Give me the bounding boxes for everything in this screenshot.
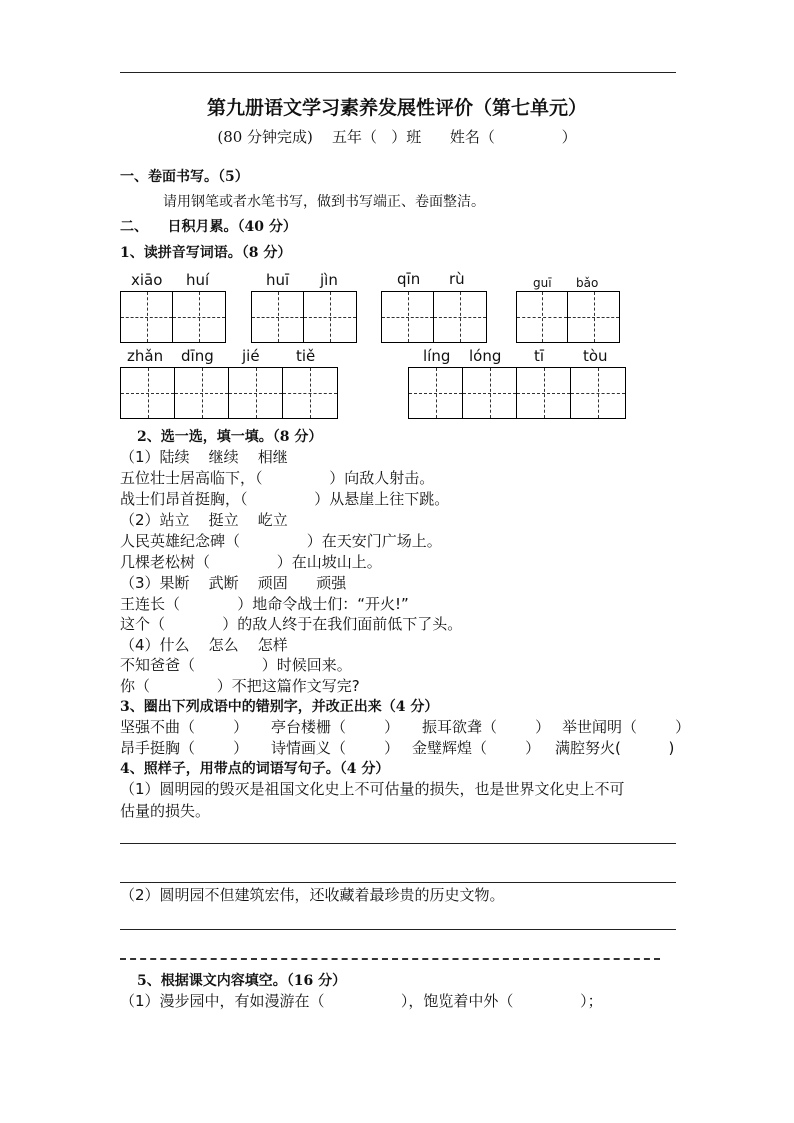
q2-line: （3）果断 武断 顽固 顽强 <box>120 574 347 592</box>
q3-item: 昂手挺胸（ ） <box>120 739 249 757</box>
q3-item: 金璧辉煌（ ） <box>412 739 541 757</box>
dashed-divider <box>120 958 660 960</box>
writing-cell[interactable] <box>571 368 625 418</box>
q2-heading: 2、选一选，填一填。（8 分） <box>137 429 323 445</box>
q3-item: 坚强不曲（ ） <box>120 718 249 736</box>
q4-example: （1）圆明园的毁灭是祖国文化史上不可估量的损失，也是世界文化史上不可 <box>120 780 625 798</box>
q3-item: 亭台楼栅（ ） <box>271 718 400 736</box>
pinyin: dīng <box>181 347 214 365</box>
top-rule <box>120 72 676 73</box>
q2-line: 人民英雄纪念碑（ ）在天安门广场上。 <box>120 532 442 550</box>
pinyin: jìn <box>320 271 338 289</box>
pinyin: xiāo <box>131 271 163 289</box>
q1-heading: 1、读拼音写词语。（8 分） <box>120 245 292 261</box>
q3-item: 满腔努火( ) <box>555 739 675 757</box>
q2-line: 你（ ）不把这篇作文写完? <box>120 677 360 695</box>
writing-cell[interactable] <box>409 368 463 418</box>
writing-cell[interactable] <box>283 368 337 418</box>
pinyin: lóng <box>469 347 502 365</box>
writing-cell[interactable] <box>175 368 229 418</box>
q3-item: 诗情画义（ ） <box>271 739 400 757</box>
q3-heading: 3、圈出下列成语中的错别字，并改正出来（4 分） <box>120 699 439 715</box>
writing-grid[interactable] <box>120 291 226 343</box>
q2-line: 不知爸爸（ ）时候回来。 <box>120 656 352 674</box>
writing-cell[interactable] <box>252 292 304 342</box>
q2-line: 几棵老松树（ ）在山坡山上。 <box>120 553 382 571</box>
q5-heading: 5、根据课文内容填空。（16 分） <box>137 973 347 989</box>
page-subtitle: (80 分钟完成) 五年（ ）班 姓名（ ） <box>217 128 577 146</box>
writing-cell[interactable] <box>517 368 571 418</box>
writing-cell[interactable] <box>304 292 356 342</box>
writing-grid[interactable] <box>408 367 626 419</box>
answer-line[interactable] <box>120 929 676 930</box>
pinyin: bǎo <box>576 276 599 290</box>
pinyin: qīn <box>397 270 421 288</box>
q2-line: （1）陆续 继续 相继 <box>120 448 288 466</box>
q3-item: 振耳欲聋（ ） <box>422 718 551 736</box>
writing-grid[interactable] <box>516 291 620 343</box>
section1-heading: 一、卷面书写。（5） <box>120 169 249 185</box>
q4-heading: 4、照样子，用带点的词语写句子。（4 分） <box>120 761 390 777</box>
page-title: 第九册语文学习素养发展性评价（第七单元） <box>206 97 587 119</box>
answer-line[interactable] <box>120 843 676 844</box>
q2-line: （4）什么 怎么 怎样 <box>120 636 288 654</box>
q4-example: 估量的损失。 <box>120 802 211 820</box>
q3-item: 举世闻明（ ） <box>562 718 691 736</box>
pinyin: huí <box>186 271 210 289</box>
writing-cell[interactable] <box>121 368 175 418</box>
answer-line[interactable] <box>120 882 676 883</box>
pinyin: tī <box>534 347 545 365</box>
pinyin: tiě <box>296 347 316 365</box>
section2-heading: 二、 日积月累。（40 分） <box>120 219 297 235</box>
q5-line: （1）漫步园中，有如漫游在（ ），饱览着中外（ ）； <box>120 992 603 1010</box>
pinyin: rù <box>449 270 465 288</box>
q2-line: 这个（ ）的敌人终于在我们面前低下了头。 <box>120 615 463 633</box>
writing-cell[interactable] <box>517 292 568 342</box>
writing-cell[interactable] <box>568 292 619 342</box>
writing-grid[interactable] <box>120 367 338 419</box>
q4-example: （2）圆明园不但建筑宏伟，还收藏着最珍贵的历史文物。 <box>120 886 505 904</box>
section1-instruction: 请用钢笔或者水笔书写，做到书写端正、卷面整洁。 <box>163 194 485 210</box>
writing-cell[interactable] <box>173 292 225 342</box>
writing-grid[interactable] <box>381 291 487 343</box>
pinyin: huī <box>266 271 290 289</box>
writing-cell[interactable] <box>463 368 517 418</box>
q2-line: 王连长（ ）地命令战士们：“开火!” <box>120 595 409 613</box>
q2-line: 战士们昂首挺胸，（ ）从悬崖上往下跳。 <box>120 490 450 508</box>
q2-line: （2）站立 挺立 屹立 <box>120 511 288 529</box>
writing-cell[interactable] <box>382 292 434 342</box>
pinyin: tòu <box>583 347 608 365</box>
writing-cell[interactable] <box>229 368 283 418</box>
q2-line: 五位壮士居高临下，（ ）向敌人射击。 <box>120 469 435 487</box>
pinyin: guī <box>533 276 552 290</box>
writing-cell[interactable] <box>121 292 173 342</box>
pinyin: zhǎn <box>127 347 164 365</box>
writing-grid[interactable] <box>251 291 357 343</box>
pinyin: líng <box>423 347 451 365</box>
writing-cell[interactable] <box>434 292 486 342</box>
pinyin: jié <box>242 347 260 365</box>
